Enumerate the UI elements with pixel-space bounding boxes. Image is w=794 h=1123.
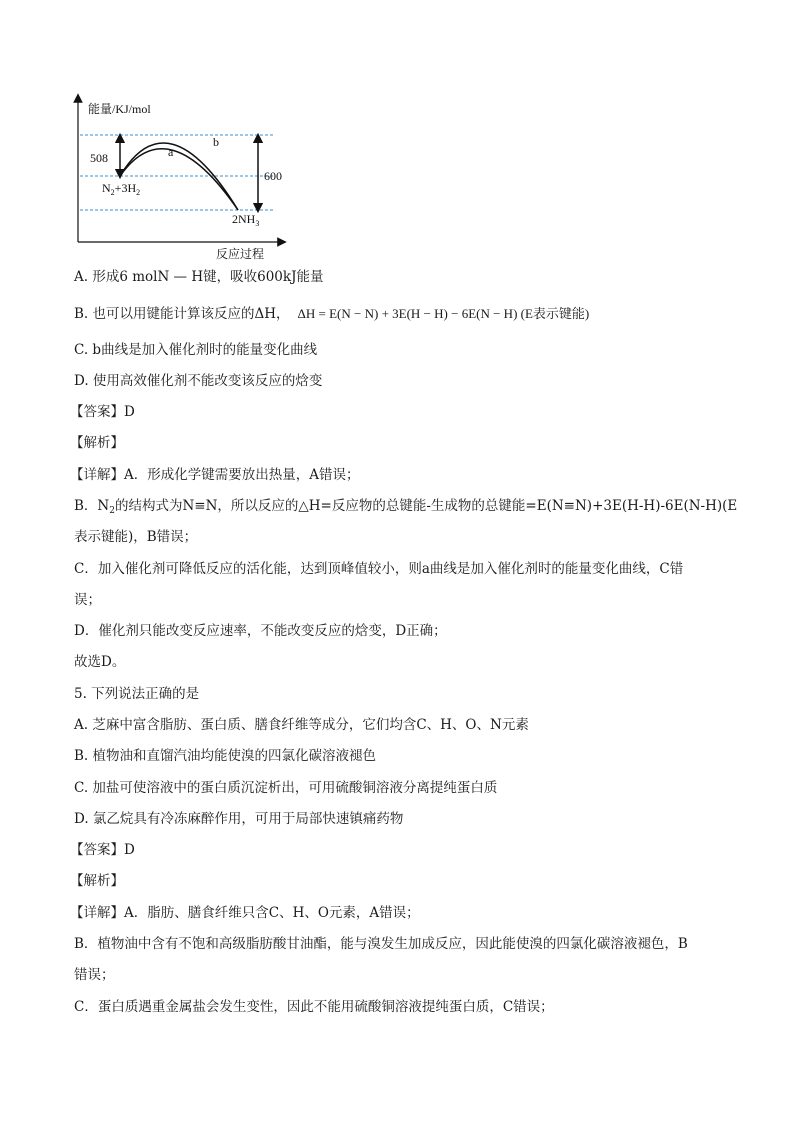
q5-detail-b-line1: B．植物油中含有不饱和高级脂肪酸甘油酯，能与溴发生加成反应，因此能使溴的四氯化碳溶液褪色，B [74, 936, 688, 952]
q5-option-a: A. 芝麻中富含脂肪、蛋白质、膳食纤维等成分，它们均含C、H、O、N元素 [74, 717, 529, 733]
q4-detail-c-line2: 误； [74, 592, 101, 608]
q4-option-b-formula: ΔH = E(N − N) + 3E(H − H) − 6E(N − H) (E表示键能) [297, 306, 590, 321]
q5-detail-a: 【详解】A．脂肪、膳食纤维只含C、H、O元素，A错误； [70, 905, 420, 921]
q4-option-b [74, 305, 589, 323]
label-curve-a: a [168, 145, 174, 159]
q4-answer: 【答案】D [70, 404, 135, 420]
label-reactant: $N_2+3H_2$ [102, 181, 141, 197]
q5-answer: 【答案】D [70, 842, 135, 858]
label-product: $2NH_3$ [232, 212, 260, 228]
q4-conclusion: 故选D。 [74, 654, 126, 670]
q5-detail-b-line2: 错误； [74, 967, 115, 983]
q4-option-a: A. 形成6 molN — H键，吸收600kJ能量 [74, 269, 324, 285]
q5-option-c: C. 加盐可使溶液中的蛋白质沉淀析出，可用硫酸铜溶液分离提纯蛋白质 [74, 780, 498, 796]
q4-option-b-text: B. 也可以用键能计算该反应的ΔH， [74, 306, 290, 322]
q4-option-c: C. b曲线是加入催化剂时的能量变化曲线 [74, 342, 318, 358]
q4-detail-b-rest: 的结构式为N≡N，所以反应的△H=反应物的总键能-生成物的总键能=E(N≡N)+3E(H-H)-6E(N-H)(E [114, 498, 738, 514]
label-curve-b: b [213, 135, 219, 149]
q5-analysis-heading: 【解析】 [70, 873, 124, 889]
curve-a [120, 149, 238, 210]
q5-stem: 5. 下列说法正确的是 [74, 686, 200, 702]
q5-option-d: D. 氯乙烷具有冷冻麻醉作用，可用于局部快速镇痛药物 [74, 811, 404, 827]
energy-diagram [68, 88, 300, 266]
q4-analysis-heading: 【解析】 [70, 435, 124, 451]
q5-detail-c: C．蛋白质遇重金属盐会发生变性，因此不能用硫酸铜溶液提纯蛋白质，C错误； [74, 999, 554, 1015]
q4-detail-b-prefix: B．N [74, 498, 110, 514]
y-axis-label: 能量/KJ/mol [88, 102, 151, 116]
q4-option-d: D. 使用高效催化剂不能改变该反应的焓变 [74, 373, 323, 389]
q4-detail-a: 【详解】A．形成化学键需要放出热量，A错误； [70, 467, 360, 483]
x-axis-label: 反应过程 [216, 247, 265, 261]
q4-detail-b-line2: 表示键能)，B错误； [74, 529, 198, 545]
q5-option-b: B. 植物油和直馏汽油均能使溴的四氯化碳溶液褪色 [74, 748, 377, 764]
q4-detail-c-line1: C．加入催化剂可降低反应的活化能，达到顶峰值较小，则a曲线是加入催化剂时的能量变化曲线，C错 [74, 561, 684, 577]
q4-detail-b-line1: B．$N_2$的结构式为N≡N，所以反应的△H=反应物的总键能-生成物的总键能=E(N≡N)+3E(H-H)-6E(N-H)(E [74, 498, 738, 516]
label-600: 600 [264, 169, 282, 183]
q4-detail-d: D．催化剂只能改变反应速率，不能改变反应的焓变，D正确； [74, 623, 447, 639]
label-508: 508 [90, 151, 108, 165]
